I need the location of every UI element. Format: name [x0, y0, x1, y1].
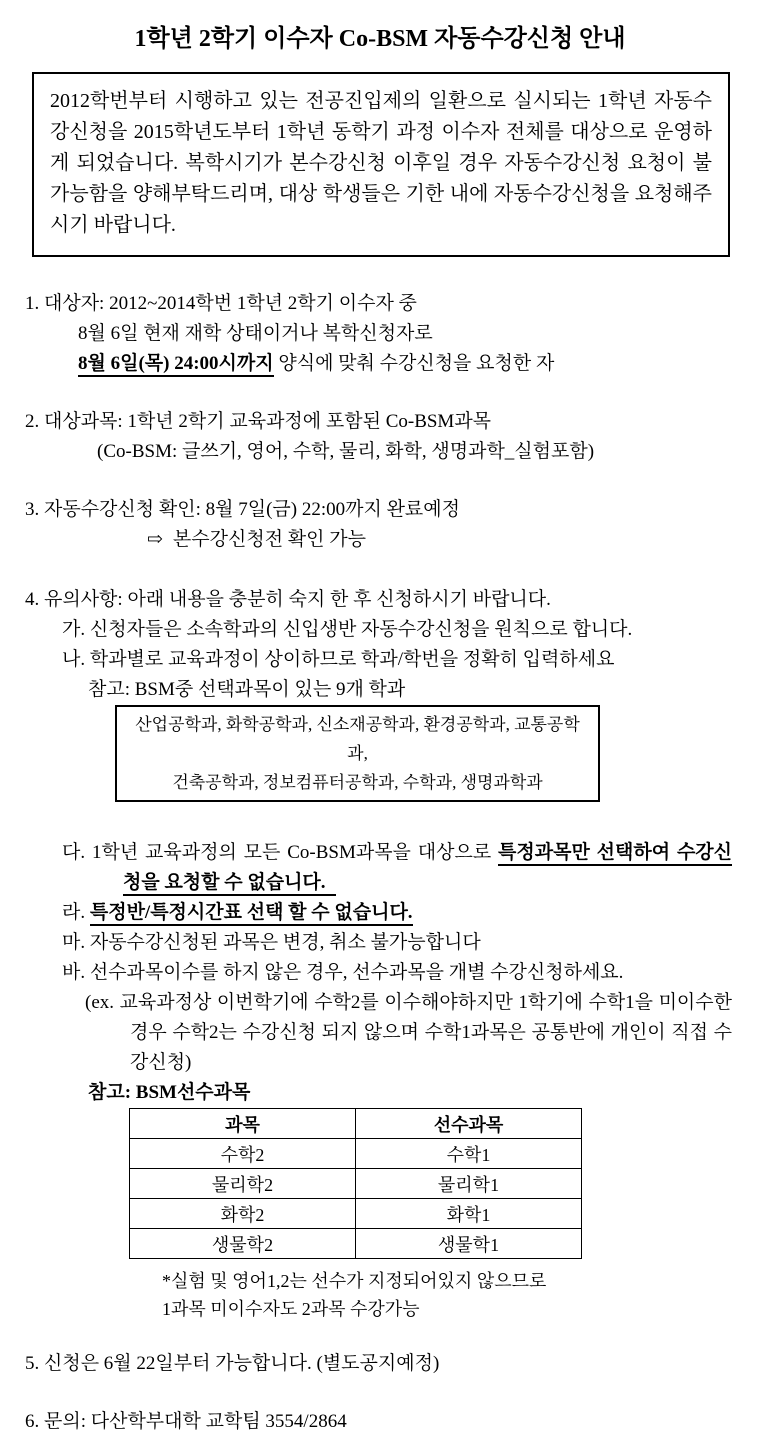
section4-item-ma: 마. 자동수강신청된 과목은 변경, 취소 불가능합니다 [62, 932, 481, 953]
section2-heading: 2. 대상과목: 1학년 2학기 교육과정에 포함된 Co-BSM과목 [25, 411, 492, 432]
section4-item-na: 나. 학과별로 교육과정이 상이하므로 학과/학번을 정확히 입력하세요 [62, 649, 615, 670]
table-row [130, 1229, 582, 1259]
section4-item-da [62, 838, 733, 898]
section3-heading: 3. 자동수강신청 확인: 8월 7일(금) 22:00까지 완료예정 [25, 499, 460, 520]
prerequisite-table [129, 1108, 582, 1259]
table-row [130, 1139, 582, 1169]
table-row [130, 1169, 582, 1199]
section4-example: (ex. 교육과정상 이번학기에 수학2를 이수해야하지만 1학기에 수학1을 미이수한 경우 수학2는 수강신청 되지 않으며 수학1과목은 공통반에 개인이 직접 수강신청) [85, 992, 732, 1073]
item-da-text: 1학년 교육과정의 모든 Co-BSM과목을 대상으로 [91, 842, 499, 863]
section4-heading: 4. 유의사항: 아래 내용을 충분히 숙지 한 후 신청하시기 바랍니다. [25, 589, 551, 610]
section4-item-ga: 가. 신청자들은 소속학과의 신입생반 자동수강신청을 원칙으로 합니다. [62, 619, 633, 640]
section1-heading: 1. 대상자: 2012~2014학번 1학년 2학기 이수자 중 [25, 293, 417, 314]
page-title: 1학년 2학기 이수자 Co-BSM 자동수강신청 안내 [134, 26, 626, 52]
section4-item-ra [62, 898, 760, 928]
section3-line2-text: 본수강신청전 확인 가능 [172, 529, 366, 550]
table-cell: 생물학2 [130, 1229, 356, 1259]
table-cell: 물리학1 [356, 1169, 582, 1199]
table-header-row [130, 1109, 582, 1139]
table-cell: 수학1 [356, 1139, 582, 1169]
section4-note1: 참고: BSM중 선택과목이 있는 9개 학과 [88, 679, 406, 700]
section2-line2: (Co-BSM: 글쓰기, 영어, 수학, 물리, 화학, 생명과학_실험포함) [97, 441, 595, 462]
item-da-emphasis: 특정과목만 선택하여 수강신청을 요청할 수 없습니다. [123, 842, 732, 896]
section1-line3-rest: 양식에 맞춰 수강신청을 요청한 자 [273, 353, 555, 374]
section4-note2: 참고: BSM선수과목 [88, 1082, 251, 1103]
table-cell: 화학2 [130, 1199, 356, 1229]
section5-heading: 5. 신청은 6월 22일부터 가능합니다. (별도공지예정) [25, 1353, 440, 1374]
table-footnote1: *실험 및 영어1,2는 선수가 지정되어있지 않으므로 [162, 1271, 547, 1291]
item-ra-emphasis: 특정반/특정시간표 선택 할 수 없습니다. [90, 902, 413, 926]
deadline-emphasis: 8월 6일(목) 24:00시까지 [78, 353, 274, 377]
table-footnote2: 1과목 미이수자도 2과목 수강가능 [162, 1299, 420, 1319]
section6-heading: 6. 문의: 다산학부대학 교학팀 3554/2864 [25, 1411, 347, 1432]
right-arrow-icon: ⇨ [147, 529, 163, 550]
table-cell: 수학2 [130, 1139, 356, 1169]
section3-line2 [147, 525, 760, 555]
table-cell: 물리학2 [130, 1169, 356, 1199]
department-list-box [115, 705, 600, 802]
table-cell: 생물학1 [356, 1229, 582, 1259]
table-cell: 화학1 [356, 1199, 582, 1229]
table-header-prereq: 선수과목 [356, 1109, 582, 1139]
table-row [130, 1199, 582, 1229]
table-header-subject: 과목 [130, 1109, 356, 1139]
item-da-prefix: 다. [62, 842, 92, 863]
section1-line2: 8월 6일 현재 재학 상태이거나 복학신청자로 [78, 323, 433, 344]
intro-paragraph: 2012학번부터 시행하고 있는 전공진입제의 일환으로 실시되는 1학년 자동수강신청을 2015학년도부터 1학년 동학기 과정 이수자 전체를 대상으로 운영하게 되었습니다. 복학시기가 본수강신청 이후일 경우 자동수강신청 요청이 불가능함을 양해부탁드리며, 대상 학생들은 기한 내에 자동수강신청을 요청해주시기 바랍니다. [50, 90, 712, 236]
department-list-line2: 건축공학과, 정보컴퓨터공학과, 수학과, 생명과학과 [172, 773, 543, 792]
document-page [0, 22, 760, 1437]
section1-line3 [78, 349, 760, 379]
section4-item-ba: 바. 선수과목이수를 하지 않은 경우, 선수과목을 개별 수강신청하세요. [62, 962, 624, 983]
item-ra-prefix: 라. [62, 902, 90, 923]
intro-box [32, 72, 730, 257]
department-list-line1: 산업공학과, 화학공학과, 신소재공학과, 환경공학과, 교통공학과, [135, 715, 580, 763]
